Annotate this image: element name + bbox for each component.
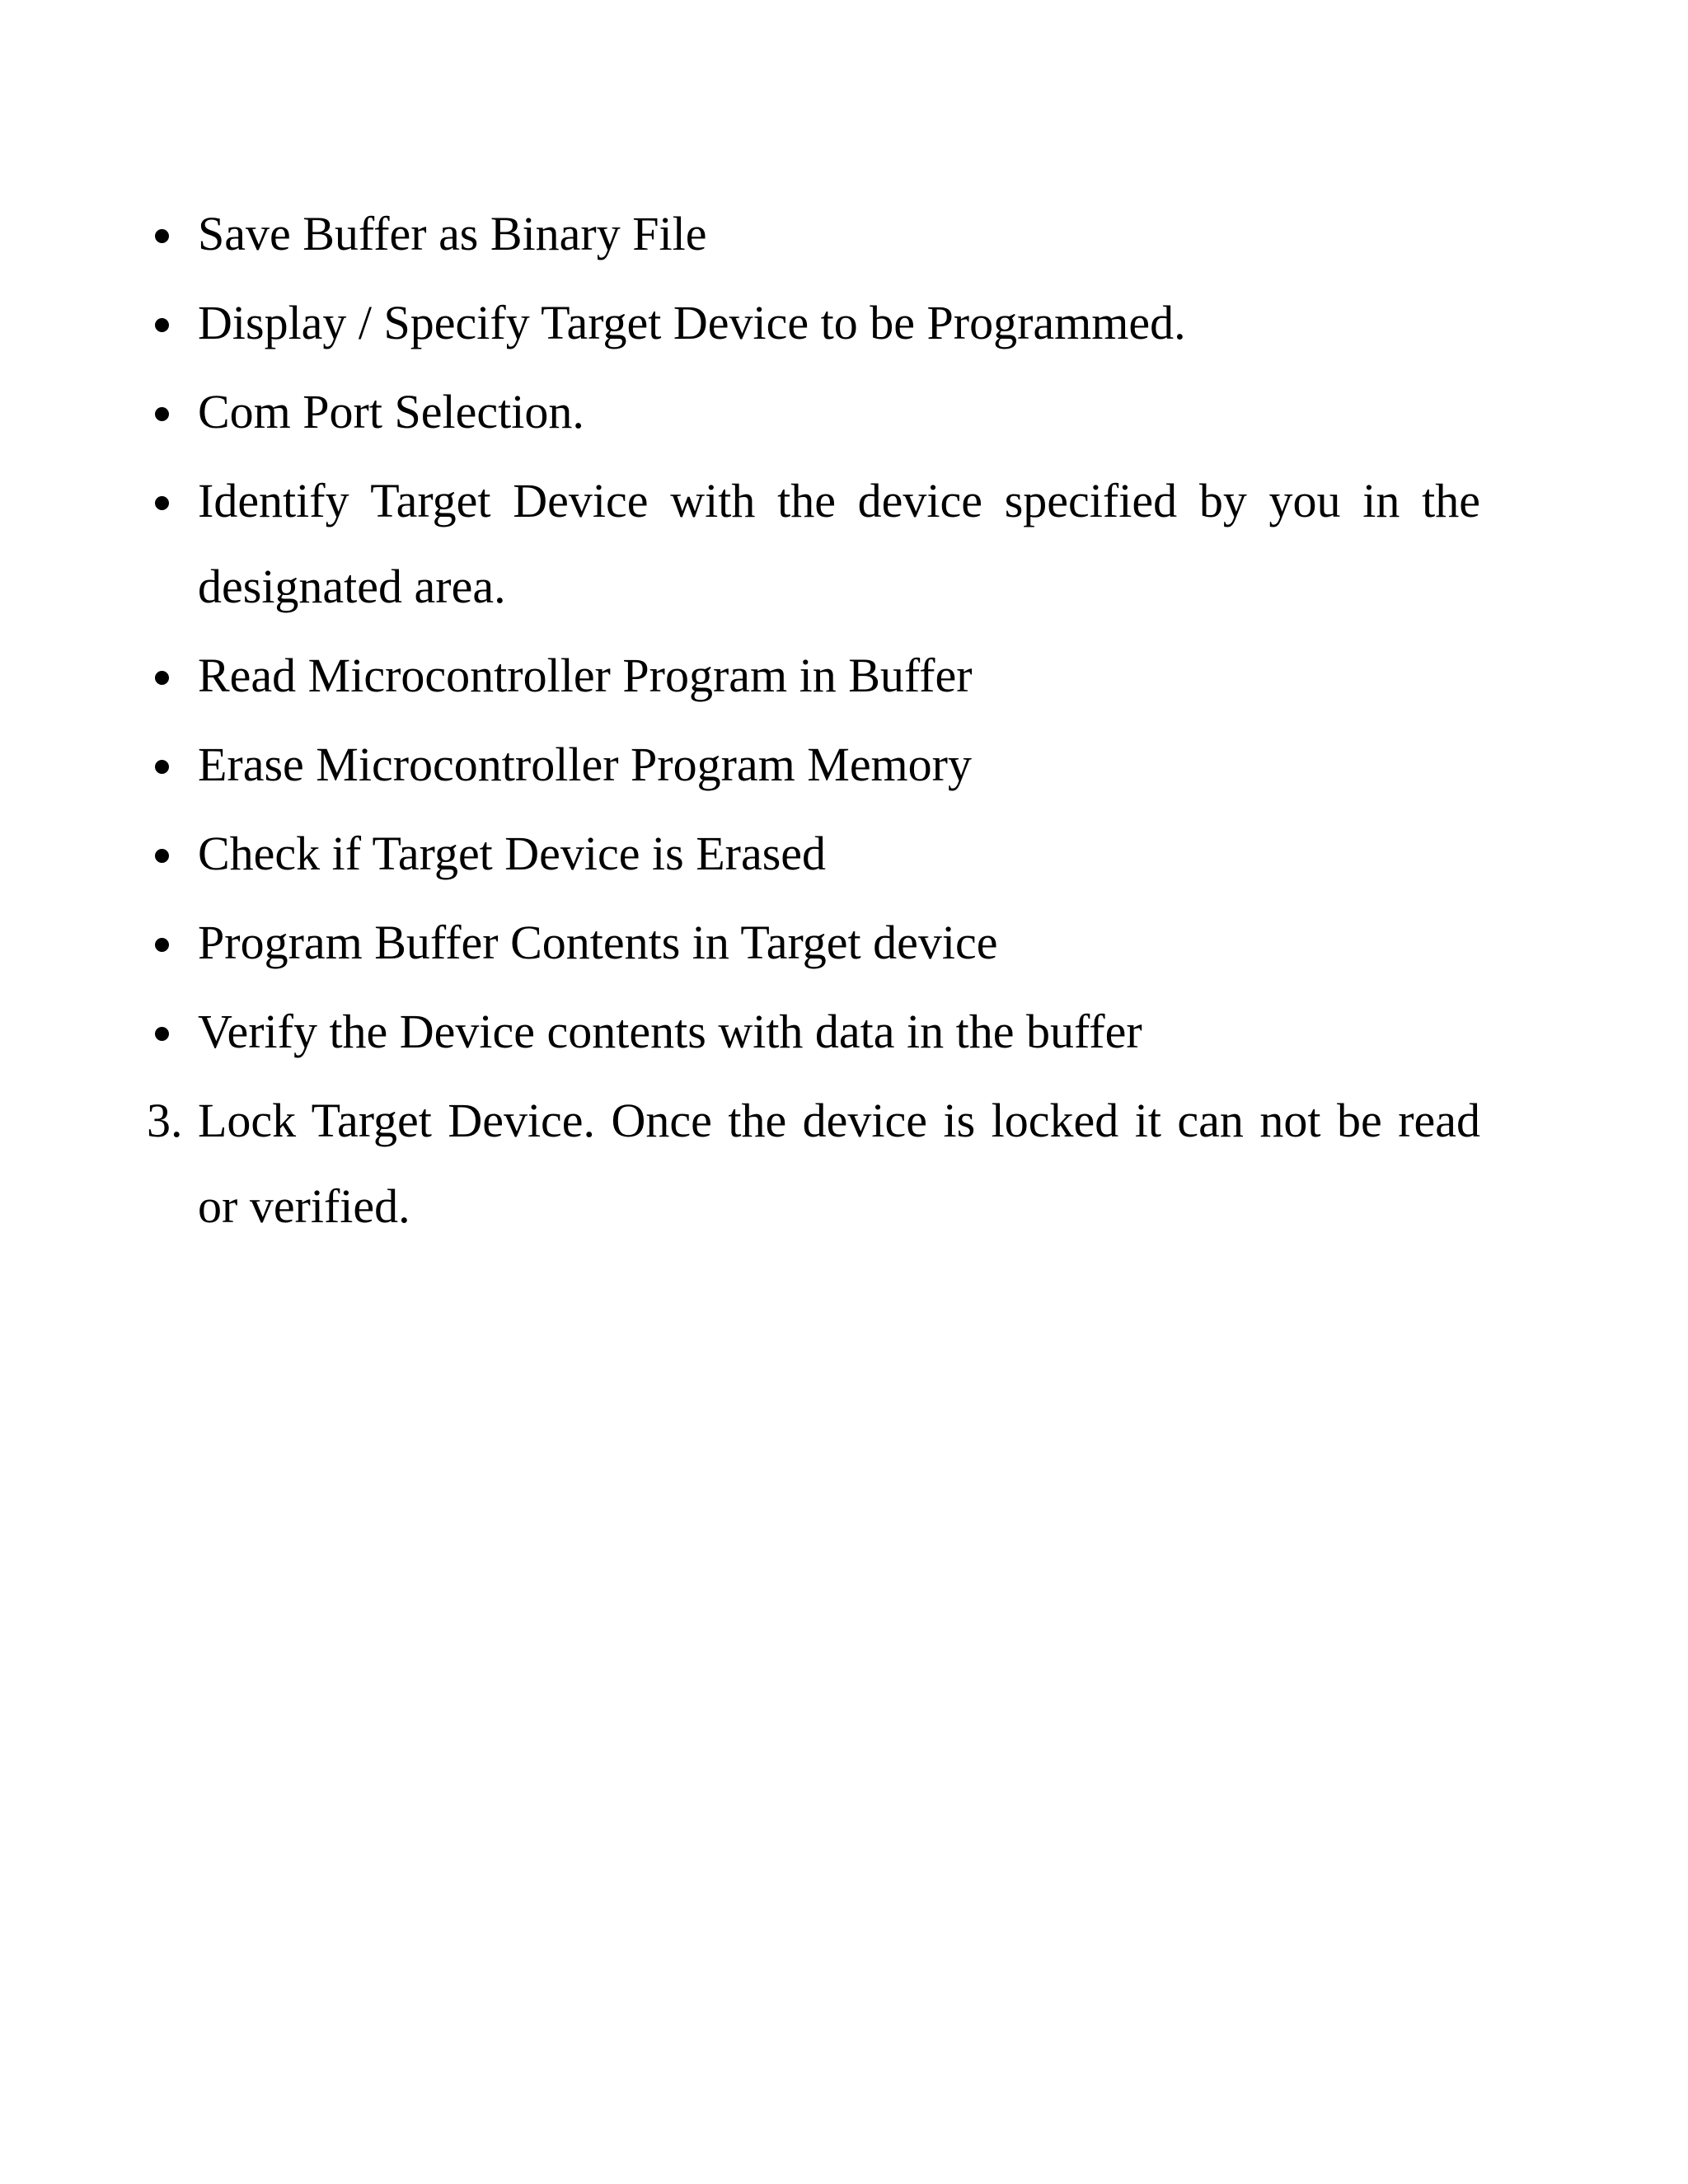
list-item (145, 280, 1480, 366)
list-item (145, 191, 1480, 277)
list-number: 3. (147, 1094, 183, 1147)
list-item (145, 722, 1480, 808)
list-item (145, 900, 1480, 986)
list-item-text: Verify the Device contents with data in the buffer (198, 1005, 1142, 1058)
list-item-text: Erase Microcontroller Program Memory (198, 738, 972, 791)
bullet-dot-icon (155, 229, 169, 243)
list-item-text: Lock Target Device. Once the device is locked it can not be read or verified. (198, 1094, 1480, 1233)
list-item-text: Display / Specify Target Device to be Programmed. (198, 296, 1186, 349)
list-item-text: Identify Target Device with the device specified by you in the designated area. (198, 474, 1480, 613)
bullet-dot-icon (155, 496, 169, 510)
list-item (145, 633, 1480, 719)
numbered-list-item (145, 1078, 1480, 1249)
bullet-dot-icon (155, 318, 169, 332)
list-item (145, 458, 1480, 630)
list-item (145, 989, 1480, 1075)
bullet-dot-icon (155, 1027, 169, 1041)
list-item (145, 369, 1480, 455)
bullet-dot-icon (155, 760, 169, 774)
bullet-dot-icon (155, 938, 169, 952)
list-item-text: Program Buffer Contents in Target device (198, 916, 998, 969)
feature-list (145, 191, 1480, 1253)
bullet-dot-icon (155, 407, 169, 421)
list-item-text: Com Port Selection. (198, 385, 584, 438)
list-item-text: Save Buffer as Binary File (198, 207, 707, 260)
list-item-text: Read Microcontroller Program in Buffer (198, 649, 973, 702)
bullet-dot-icon (155, 849, 169, 863)
bullet-dot-icon (155, 671, 169, 685)
list-item-text: Check if Target Device is Erased (198, 827, 827, 880)
list-item (145, 811, 1480, 897)
